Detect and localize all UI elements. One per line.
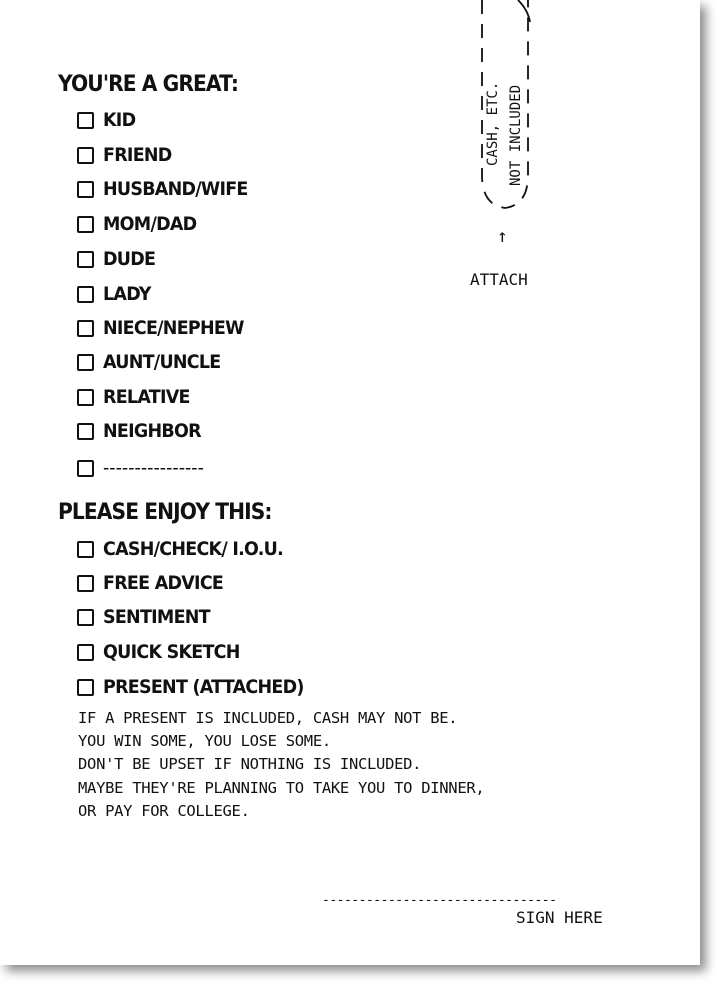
checkbox-item-blank[interactable]	[77, 456, 213, 480]
checkbox-item-neighbor[interactable]	[77, 419, 209, 443]
checkbox-item-sentiment[interactable]	[77, 605, 219, 629]
checkbox[interactable]	[77, 575, 94, 592]
checkbox-item-quick-sketch[interactable]	[77, 640, 252, 664]
checkbox-label: FRIEND	[103, 144, 172, 166]
checkbox[interactable]	[77, 679, 94, 696]
sign-here-label: SIGN HERE	[516, 908, 603, 927]
checkbox-item-mom-dad[interactable]	[77, 212, 205, 236]
checkbox[interactable]	[77, 147, 94, 164]
signature-line: --------------------------------	[322, 893, 557, 908]
checkbox[interactable]	[77, 320, 94, 337]
checkbox-item-dude[interactable]	[77, 247, 160, 271]
checkbox-label: FREE ADVICE	[103, 572, 224, 594]
checkbox-item-free-advice[interactable]	[77, 571, 234, 595]
attach-text-cash: CASH, ETC.	[485, 81, 501, 166]
checkbox-label: QUICK SKETCH	[103, 641, 240, 663]
checkbox-item-lady[interactable]	[77, 282, 155, 306]
checkbox-item-relative[interactable]	[77, 385, 197, 409]
checkbox-label: CASH/CHECK/ I.O.U.	[103, 538, 284, 560]
note-line: OR PAY FOR COLLEGE.	[78, 801, 250, 820]
attach-label: ATTACH	[470, 270, 528, 289]
checkbox-item-niece-nephew[interactable]	[77, 316, 256, 340]
checkbox-item-aunt-uncle[interactable]	[77, 350, 231, 374]
checkbox-label: LADY	[103, 283, 151, 305]
checkbox-item-present-attached[interactable]	[77, 675, 321, 699]
checkbox[interactable]	[77, 251, 94, 268]
note-line: MAYBE THEY'RE PLANNING TO TAKE YOU TO DINNER,	[78, 778, 485, 797]
checkbox-item-cash-check-iou[interactable]	[77, 537, 299, 561]
blank-fill-line: ----------------	[103, 457, 204, 479]
checkbox-label: HUSBAND/WIFE	[103, 178, 248, 200]
checkbox[interactable]	[77, 286, 94, 303]
checkbox-item-husband-wife[interactable]	[77, 177, 260, 201]
attach-text-not-included: NOT INCLUDED	[508, 84, 524, 186]
note-line: YOU WIN SOME, YOU LOSE SOME.	[78, 732, 331, 751]
note-line: DON'T BE UPSET IF NOTHING IS INCLUDED.	[78, 755, 422, 774]
checkbox-label: MOM/DAD	[103, 213, 197, 235]
checkbox-label: KID	[103, 109, 136, 131]
checkbox-label: NEIGHBOR	[103, 420, 201, 442]
section-heading-great: YOU'RE A GREAT:	[58, 72, 239, 97]
checkbox[interactable]	[77, 389, 94, 406]
checkbox[interactable]	[77, 541, 94, 558]
checkbox-label: AUNT/UNCLE	[103, 351, 221, 373]
checkbox-label: RELATIVE	[103, 386, 190, 408]
checkbox[interactable]	[77, 112, 94, 129]
checkbox-label: NIECE/NEPHEW	[103, 317, 244, 339]
checkbox[interactable]	[77, 644, 94, 661]
checkbox[interactable]	[77, 354, 94, 371]
attach-zone-outline	[470, 0, 540, 215]
checkbox-item-kid[interactable]	[77, 108, 138, 132]
note-line: IF A PRESENT IS INCLUDED, CASH MAY NOT BE.	[78, 709, 458, 727]
up-arrow-icon: ↑	[497, 226, 508, 247]
checkbox[interactable]	[77, 181, 94, 198]
section-heading-enjoy: PLEASE ENJOY THIS:	[58, 500, 272, 525]
checkbox[interactable]	[77, 423, 94, 440]
checkbox-item-friend[interactable]	[77, 143, 178, 167]
checkbox-label: SENTIMENT	[103, 606, 210, 628]
checkbox-label: DUDE	[103, 248, 156, 270]
checkbox[interactable]	[77, 609, 94, 626]
checkbox[interactable]	[77, 216, 94, 233]
checkbox[interactable]	[77, 460, 94, 477]
checkbox-label: PRESENT (ATTACHED)	[103, 676, 304, 698]
fine-print-note	[78, 707, 484, 823]
